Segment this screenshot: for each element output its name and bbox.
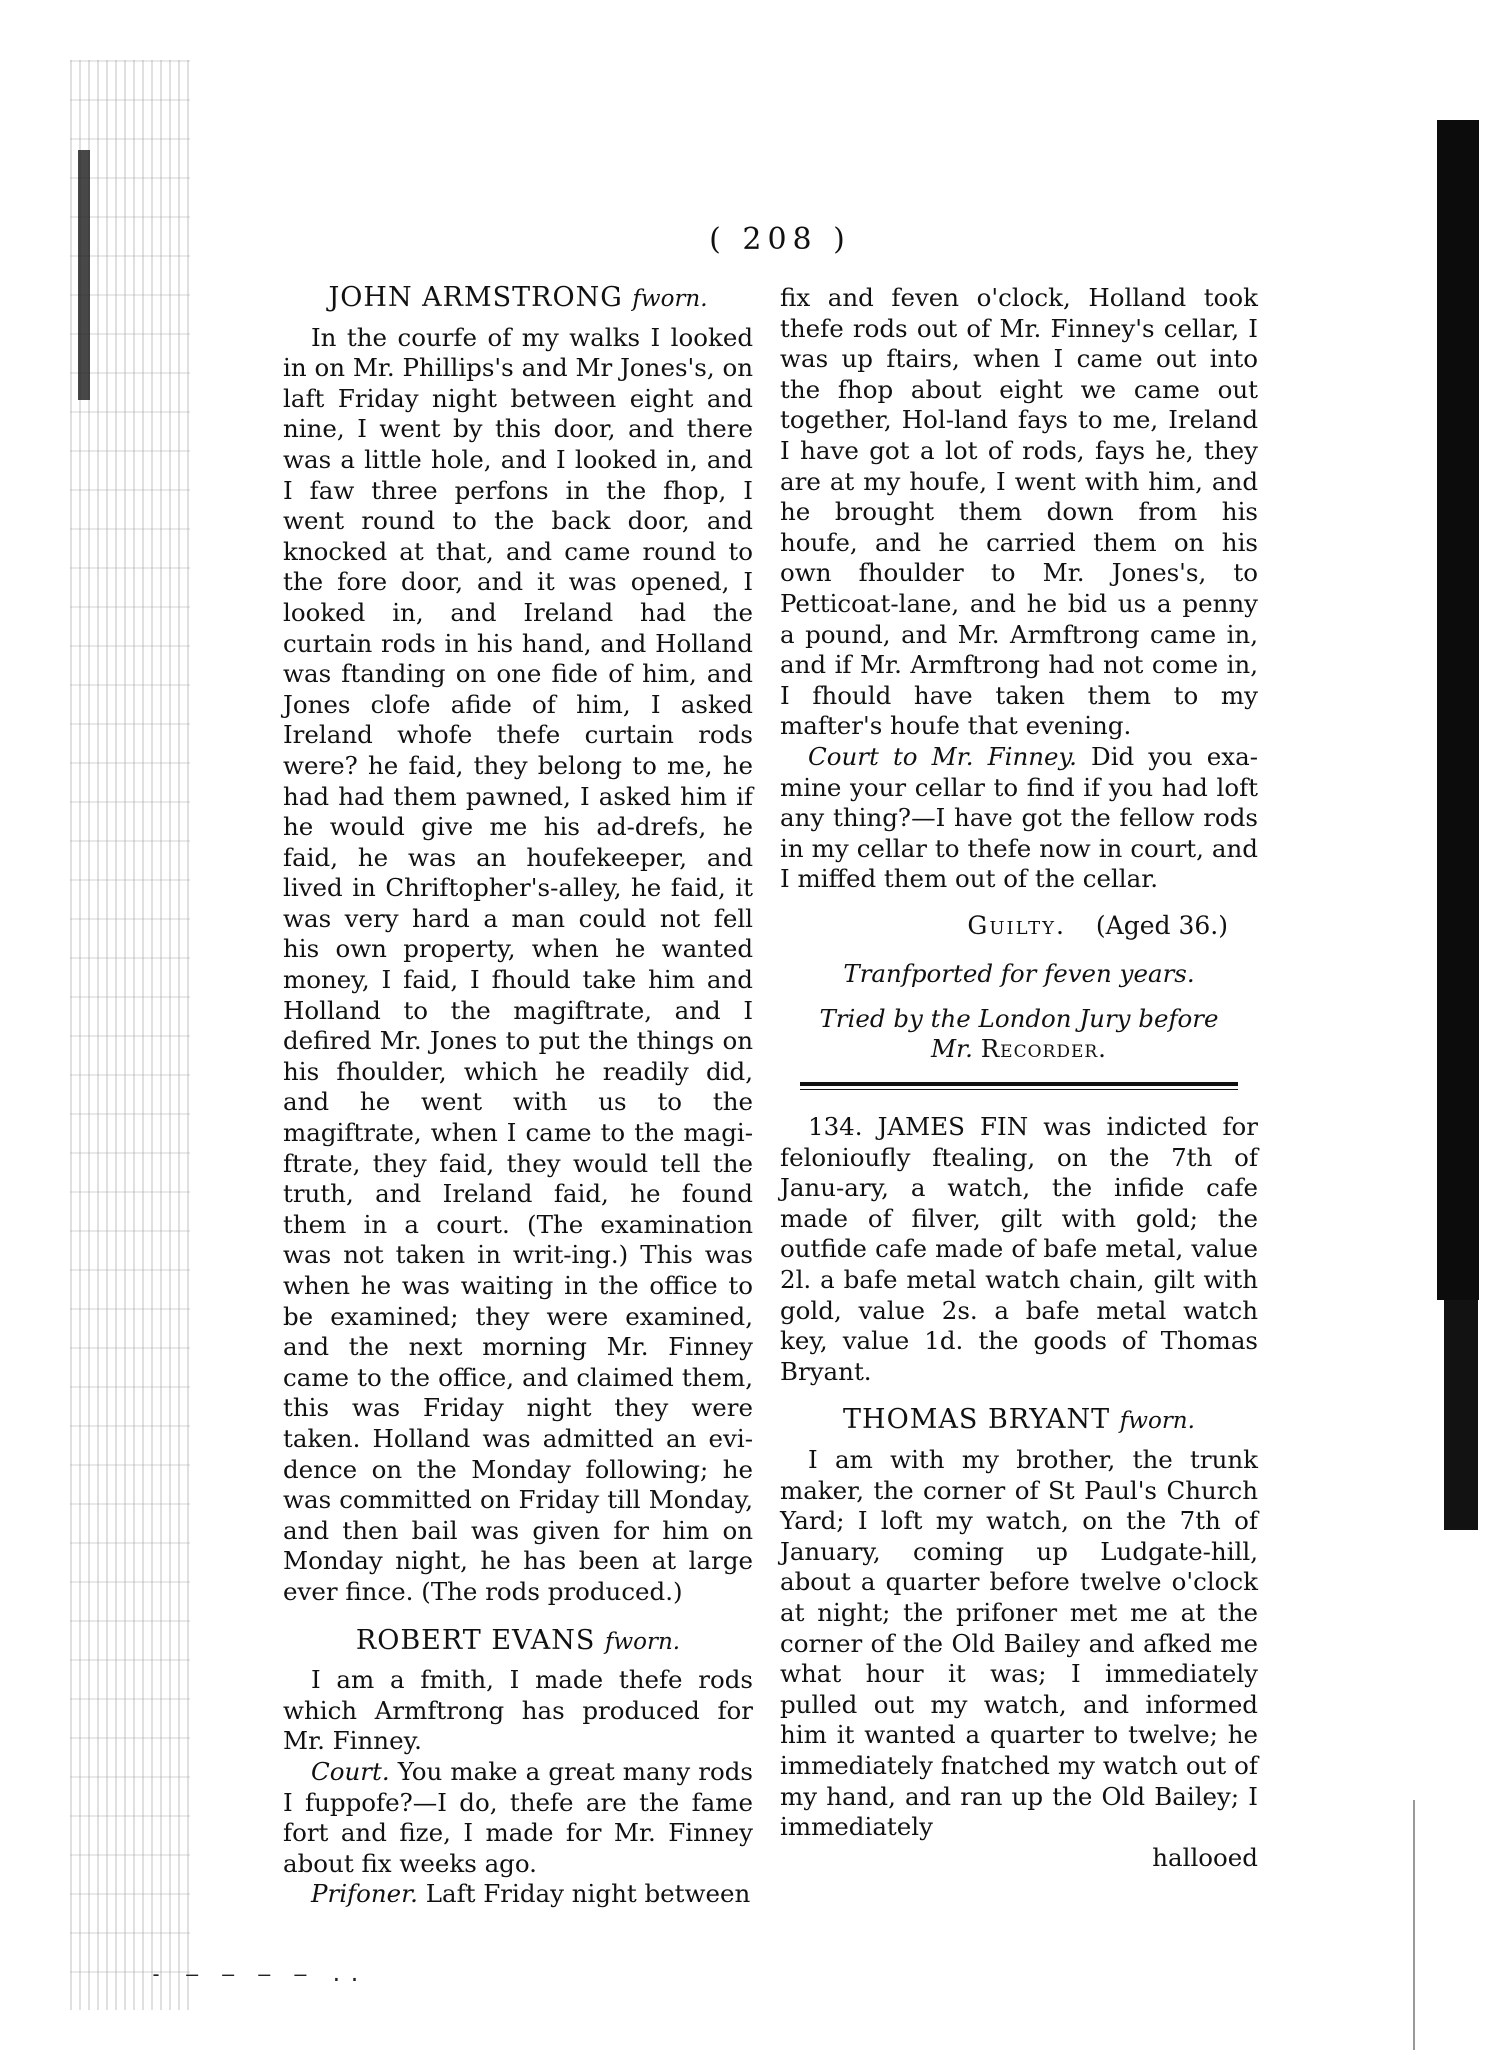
sworn-label: fworn.: [632, 286, 708, 312]
court-exchange: [283, 1757, 753, 1879]
testimony-paragraph: In the courfe of my walks I looked in on Mr. Phillips's and Mr Jones's, on laft Friday night between eight and nine, I went by this door, and there was a little hole, and I looked in, and I faw three perfons in the fhop, I went round to the back door, and knocked at that, and came round to the fore door, and it was opened, I looked in, and Ireland had the curtain rods in his hand, and Holland was ftanding on one fide of him, and Jones clofe afide of him, I asked Ireland whofe thefe curtain rods were? he faid, they belong to me, he had had them pawned, I asked him if he would give me his ad-drefs, he faid, he was an houfekeeper, and lived in Chriftopher's-alley, he faid, it was very hard a man could not fell his own property, when he wanted money, I faid, I fhould take him and Holland to the magiftrate, and I defired Mr. Jones to put the things on his fhoulder, which he readily did, and he went with us to the magiftrate, when I came to the magi-ftrate, they faid, they would tell the truth, and Ireland faid, he found them in a court. (The examination was not taken in writ-ing.) This was when he was waiting in the office to be examined; they were examined, and the next morning Mr. Finney came to the office, and claimed them, this was Friday night they were taken. Holland was admitted an evi-dence on the Monday following; he was committed on Friday till Monday, and then bail was given for him on Monday night, he has been at large ever fince. (The rods produced.): [283, 322, 753, 1606]
testimony-paragraph: I am with my brother, the trunk maker, the corner of St Paul's Church Yard; I loft my watch, on the 7th of January, coming up Ludgate-hill, about a quarter before twelve o'clock at night; the prifoner met me at the corner of the Old Bailey and afked me what hour it was; I immediately pulled out my watch, and informed him it wanted a quarter to twelve; he immediately fnatched my watch out of my hand, and ran up the Old Bailey; I immediately: [780, 1445, 1258, 1842]
footer-marks: - – – – – ..: [150, 1962, 367, 1986]
exchange-text: Did you exa-mine your cellar to find if you had loft any thing?—I have got the fellow rods in my cellar to thefe now in court, and I miffed them out of the cellar.: [780, 741, 1259, 894]
speaker-label: Prifoner.: [311, 1879, 418, 1909]
tried-mr: Mr.: [931, 1034, 973, 1064]
scan-margin-right-bar-lower: [1444, 1300, 1478, 1530]
scan-margin-left-shadow: [78, 150, 90, 400]
scan-margin-right-line: [1413, 1800, 1415, 2050]
witness-heading-bryant: [780, 1405, 1258, 1437]
catchword: hallooed: [1152, 1842, 1258, 1872]
scan-margin-right-bar: [1437, 120, 1479, 1300]
witness-heading-evans: [283, 1626, 753, 1658]
exchange-text: Laft Friday night between: [425, 1879, 751, 1909]
tried-recorder-line: [780, 1034, 1258, 1064]
witness-name: THOMAS BRYANT: [843, 1404, 1111, 1436]
testimony-continuation: fix and feven o'clock, Holland took thefe rods out of Mr. Finney's cellar, I was up ftairs, when I came out into the fhop about eight we came out together, Hol-land fays to me, Ireland I have got a lot of rods, fays he, they are at my houfe, I went with him, and he brought them down from his houfe, and he carried them on his own fhoulder to Mr. Jones's, to Petticoat-lane, and he bid us a penny a pound, and Mr. Armftrong came in, and if Mr. Armftrong had not come in, I fhould have taken them to my mafter's houfe that evening.: [780, 283, 1258, 741]
prisoner-exchange: [283, 1879, 753, 1910]
sworn-label: fworn.: [604, 1628, 681, 1655]
section-divider: [800, 1082, 1238, 1086]
tried-before: [780, 1004, 1258, 1064]
defendant-age: (Aged 36.): [1095, 910, 1228, 940]
left-column: [283, 283, 753, 1910]
witness-name: ROBERT EVANS: [355, 1624, 596, 1656]
speaker-label: Court.: [311, 1756, 390, 1786]
exchange-text: You make a great many rods I fuppofe?—I do, thefe are the fame fort and fize, I made for Mr. Finney about fix weeks ago.: [283, 1756, 754, 1878]
speaker-label: Court to Mr. Finney.: [808, 741, 1077, 771]
recorder-title: Recorder.: [980, 1034, 1107, 1064]
right-column: [780, 283, 1258, 1873]
verdict-line: [780, 911, 1258, 942]
court-exchange: [780, 742, 1258, 895]
tried-line: Tried by the London Jury before: [819, 1004, 1219, 1034]
indictment-paragraph: 134. JAMES FIN was indicted for felonioufly ftealing, on the 7th of Janu-ary, a watch, the infide cafe made of filver, gilt with gold; the outfide cafe made of bafe metal, value 2l. a bafe metal watch chain, gilt with gold, value 2s. a bafe metal watch key, value 1d. the goods of Thomas Bryant.: [780, 1112, 1258, 1386]
witness-heading-armstrong: [283, 283, 753, 315]
sentence: Tranfported for feven years.: [843, 959, 1195, 989]
sworn-label: fworn.: [1119, 1408, 1195, 1435]
page-number: ( 208 ): [709, 222, 851, 257]
verdict: Guilty.: [967, 910, 1066, 940]
witness-name: JOHN ARMSTRONG: [328, 282, 623, 313]
testimony-paragraph: I am a fmith, I made thefe rods which Armftrong has produced for Mr. Finney.: [283, 1665, 753, 1756]
